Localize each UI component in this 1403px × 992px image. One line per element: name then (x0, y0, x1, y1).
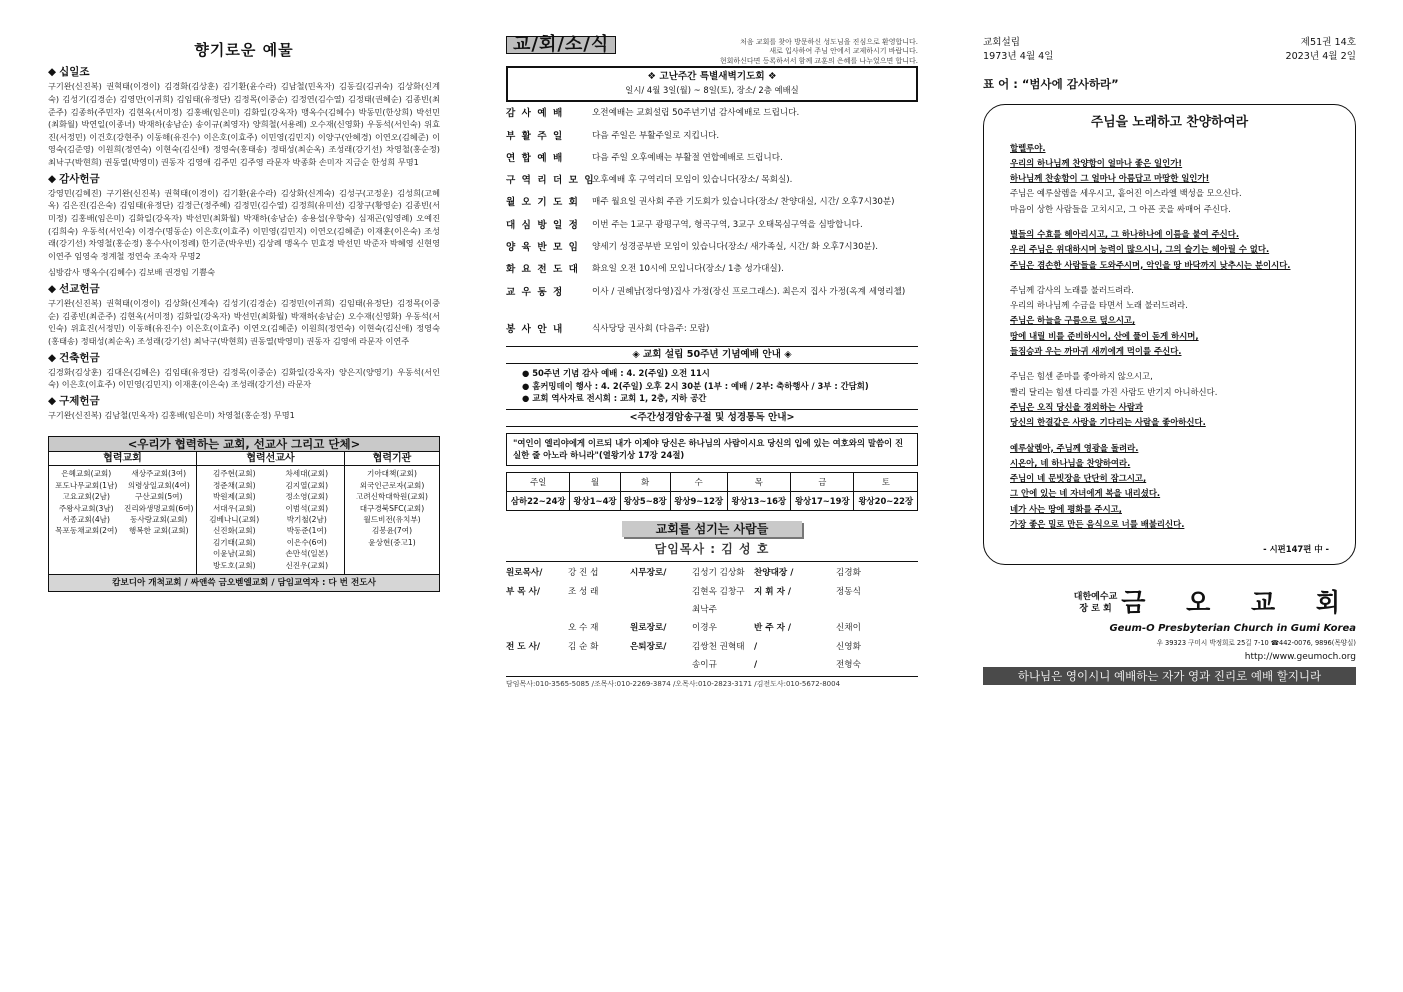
staff-cell: 김쌍천 권혁태 (692, 641, 745, 652)
staff-cell: 전형숙 (836, 659, 861, 670)
news-item-label: 부활주일 (506, 130, 569, 142)
staff-row (506, 656, 918, 674)
church-website-link[interactable]: http://www.geumoch.org (1244, 652, 1356, 663)
news-item-value: 화요일 오전 10시에 모입니다(장소/ 1층 성가대실). (592, 264, 784, 275)
news-item-label: 구역리더모임 (506, 175, 601, 187)
staff-cell: 찬양대장 / (754, 568, 794, 579)
coop-entry: 은혜교회(교회) (61, 469, 112, 479)
news-title: 교/회/소/식 (506, 36, 616, 54)
staff-cell: 김경화 (836, 568, 861, 579)
news-item-label: 봉사안내 (506, 323, 569, 335)
diamond-icon: ◆ (48, 66, 57, 79)
psalm-box (983, 104, 1356, 564)
coop-entry: 대구경북SFC(교회) (359, 503, 425, 513)
reading-day: 화 (620, 472, 670, 491)
welcome-note-line: 현회하신다면 등록하셔서 함께 교훈의 은혜를 나누었으면 합니다. (719, 56, 918, 65)
coop-entry: 김봉윤(7여) (371, 526, 413, 536)
staff-row (506, 564, 918, 582)
reading-chapter: 왕상5~8장 (620, 491, 670, 510)
staff-cell: 조 성 래 (568, 586, 599, 597)
staff-row (506, 583, 918, 620)
news-item-value: 다음 주일 오후예배는 부활절 연합예배로 드립니다. (592, 152, 783, 163)
cooperation-box (48, 436, 440, 592)
offering-section (48, 395, 440, 422)
staff-cell: 은퇴장로/ (630, 641, 667, 652)
coop-entry: 김주현(교회) (212, 469, 256, 479)
news-item (506, 242, 918, 253)
staff-cell: 원로장로/ (630, 623, 667, 634)
offering-section-head (48, 173, 440, 185)
church-english-name: Geum-O Presbyterian Church in Gumi Korea (1109, 622, 1356, 634)
coop-entry: 신진우(교회) (285, 560, 329, 570)
staff-cell: 전 도 사/ (506, 641, 541, 652)
reading-day: 월 (570, 472, 620, 491)
coop-missionaries-list (199, 468, 342, 571)
reading-days-row (507, 472, 918, 491)
offering-section-head (48, 352, 440, 364)
offering-section (48, 352, 440, 391)
founding-label: 교회설립 (983, 37, 1021, 48)
offering-section (48, 66, 440, 168)
offering-section-title: 십일조 (59, 66, 90, 79)
staff-cell: 신영화 (836, 641, 861, 652)
church-name: 금 오 교 회 (1121, 587, 1356, 617)
front-column (983, 36, 1356, 685)
news-item (506, 108, 918, 119)
staff-cell: 김현옥 김창구 최낙주 (692, 586, 745, 615)
reading-day: 금 (791, 472, 854, 491)
psalm-line: 주님은 예루살렘을 세우시고, 흩어진 이스라엘 백성을 모으신다. (1010, 188, 1242, 199)
coop-entry: 고요교회(2남) (62, 492, 110, 502)
coop-entry: 김베나니(교회) (209, 514, 260, 524)
staff-row (506, 638, 918, 656)
anniversary-item: ● 홈커밍데이 행사 : 4. 2(주일) 오후 2시 30분 (1부 : 예배 / 2부: 축하행사 / 3부 : 간담회) (522, 380, 869, 391)
diamond-icon: ◆ (48, 394, 57, 407)
reading-table (506, 472, 918, 511)
psalm-line: 주님은 겸손한 사람들을 도와주시며, 악인을 땅 바닥까지 낮추시는 분이시다. (1010, 259, 1291, 270)
news-item (506, 220, 918, 231)
denomination-line: 장 로 회 (1079, 603, 1112, 614)
news-item-label: 월오기도회 (506, 197, 585, 209)
coop-entry: 구산교회(5여) (135, 492, 183, 502)
news-item (506, 287, 918, 298)
offering-section-title: 선교헌금 (59, 282, 100, 295)
psalm-line: 들짐승과 우는 까마귀 새끼에게 먹이를 주신다. (1010, 346, 1182, 357)
news-item-label: 양육반모임 (506, 242, 585, 253)
coop-entry: 동사랑교회(교회) (130, 514, 188, 524)
coop-entry: 박기철(2남) (286, 514, 327, 524)
diamond-icon: ◆ (48, 282, 57, 295)
psalm-line: 주님이 네 문빗장을 단단히 잠그시고, (1010, 473, 1147, 484)
psalm-line: 하나님께 찬송함이 그 얼마나 아름답고 마땅한 일인가! (1010, 173, 1210, 184)
church-name-block (983, 587, 1356, 617)
staff-cell: 송이규 (692, 659, 717, 670)
coop-entry: 손만석(일본) (285, 549, 329, 559)
dawn-prayer-detail: 일시/ 4월 3일(월) ~ 8일(토), 장소/ 2층 예배실 (625, 85, 799, 96)
welcome-note (616, 36, 918, 66)
offering-names: 구기완(신진복) 권혁태(이경이) 김경화(김상훈) 김기환(윤수라) 김남철(민옥자) 김동길(김귀숙) 김상화(신계숙) 김성기(김경순) 김영만(이귀희) 김임태(유정단) 김정목(이중순) 김정연(김수열) 김정태(권혜순) 김종빈(최준주) 김종하(주민자) 김현옥(서미정) 김홍배(임은미) 김화일(강옥자) 맹옥수(김혜수) 박동민(한상희) 박선민(최화월) 박연일(이종녀) 박재하(송남순) 송이규(최영자) 양희철(서용례) 오수재(신영화) 우동석(서인숙) 위효진(서정민) 이건호(강현주) 이동해(유진수) 이은호(이효주) 이민영(김민지) 이양구(안혜경) 이연오(김혜준) 이영숙(김준영) 이원희(정연숙) 이현숙(김신애) 정영숙(홍태송) 정태성(최순옥) 조성래(강기선) 차영철(홍순정) 최낙구(박현희) 권동열(박영미) 권동자 김영애 김주민 김주영 라문자 박종화 손미자 지금순 한성희 무명1 (48, 81, 440, 167)
coop-entry: 새상주교회(3여) (131, 469, 187, 479)
psalm-line: 마음이 상한 사람들을 고치시고, 그 아픈 곳을 싸매어 주신다. (1010, 203, 1231, 214)
offering-section (48, 173, 440, 263)
coop-entry: 서대우(교회) (212, 503, 256, 513)
psalm-line: 시온아, 네 하나님을 찬양하여라. (1010, 457, 1131, 468)
welcome-note-line: 새로 입사하여 주님 안에서 교제하시기 바랍니다. (769, 47, 918, 56)
founding-date: 1973년 4월 4일 (983, 51, 1054, 62)
staff-cell: / (754, 641, 758, 652)
psalm-line: 빨리 달리는 힘센 다리를 가진 사람도 반기지 아니하신다. (1010, 386, 1218, 397)
staff-cell: 김성기 김상화 (692, 568, 745, 579)
coop-entry: 윤상현(중고1) (368, 537, 416, 547)
senior-pastor: 담임목사 : 김 성 호 (654, 542, 770, 557)
news-item (506, 153, 918, 164)
news-item-value: 이번 주는 1교구 광평구역, 형곡구역, 3교구 오태목심구역을 심방합니다. (592, 219, 863, 230)
coop-entry: 이은수(6여) (286, 537, 327, 547)
reading-chapter: 왕상9~12장 (670, 491, 727, 510)
psalm-stanza (1010, 283, 1329, 359)
staff-cell: 지 휘 자 / (754, 586, 792, 597)
dawn-prayer-title: ❖ 고난주간 특별새벽기도회 ❖ (647, 71, 777, 83)
coop-entry: 차세대(교회) (285, 469, 329, 479)
psalm-line: 우리 주님은 위대하시며 능력이 많으시니, 그의 슬기는 헤아릴 수 없다. (1010, 244, 1270, 255)
news-item-label: 감사예배 (506, 108, 569, 120)
psalm-stanza (1010, 141, 1329, 217)
anniversary-item: ● 50주년 기념 감사 예배 : 4. 2(주일) 오전 11시 (522, 368, 710, 379)
news-item (506, 264, 918, 275)
coop-entry: 박동준(1여) (286, 526, 327, 536)
offering-column (48, 36, 440, 592)
denomination-line: 대한예수교 (1073, 591, 1118, 602)
staff-cell (630, 583, 692, 620)
staff-cell (630, 656, 692, 674)
news-item-label: 화요전도대 (506, 264, 585, 276)
coop-entry: 박원제(교회) (212, 492, 256, 502)
news-item (506, 175, 918, 186)
coop-entry: 이윤남(교회) (212, 549, 256, 559)
psalm-body (1010, 141, 1329, 533)
coop-entry: 정소영(교회) (285, 492, 329, 502)
coop-entry: 고려신학대학원(교회) (356, 492, 428, 502)
bottom-motto: 하나님은 영이시니 예배하는 자가 영과 진리로 예배 할지니라 (983, 667, 1356, 685)
staff-cell: / (754, 659, 758, 670)
reading-chapters-row (507, 491, 918, 510)
offering-section-head (48, 395, 440, 407)
psalm-line: 주님은 힘센 준마를 좋아하지 않으시고, (1010, 371, 1153, 382)
psalm-stanza (1010, 441, 1329, 533)
coop-entry: 포도나무교회(1남) (55, 480, 118, 490)
coop-entry: 의령상일교회(4여) (127, 480, 190, 490)
psalm-line: 우리의 하나님께 수금을 타면서 노래 불러드려라. (1010, 300, 1188, 311)
offering-section-head (48, 66, 440, 78)
staff-cell: 정동식 (836, 586, 861, 597)
welcome-note-line: 처음 교회를 찾아 방문하신 성도님을 진심으로 환영합니다. (740, 38, 918, 46)
cooperation-title: <우리가 협력하는 교회, 선교사 그리고 단체> (49, 437, 439, 452)
news-item-value: 식사당당 권사회 (다음주: 모람) (592, 323, 710, 334)
news-item-value: 양세기 성경공부반 모임이 있습니다(장소/ 새가족실, 시간/ 화 오후7시30분). (592, 242, 878, 252)
staff-row (506, 619, 918, 637)
news-item (506, 131, 918, 142)
psalm-line: 땅에 내릴 비를 준비하시어, 산에 풀이 돋게 하시며, (1010, 330, 1199, 341)
cooperation-footer: 캄보디아 개척교회 / 싸앤쓱 금오벧엘교회 / 담임교역자 : 다 번 전도사 (49, 574, 439, 591)
news-item-value: 다음 주일은 부활주일로 지킵니다. (592, 130, 720, 141)
diamond-icon: ◆ (48, 351, 57, 364)
anniversary-list (506, 364, 918, 406)
psalm-line: 그 안에 있는 네 자녀에게 복을 내리셨다. (1010, 488, 1161, 499)
reading-day: 목 (727, 472, 790, 491)
staff-cell (568, 656, 630, 674)
offering-section-head (48, 283, 440, 295)
coop-entry: 방도호(교회) (212, 560, 256, 570)
coop-entry: 이범석(교회) (285, 503, 329, 513)
news-item-value: 이사 / 권혜남(정다영)집사 가정(장신 프로그래스). 최은지 집사 가정(옥계 세영리첼) (592, 286, 906, 297)
coop-entry: 김지열(교회) (285, 480, 329, 490)
psalm-line: 예루살렘아, 주님께 영광을 돌려라. (1010, 442, 1139, 453)
diamond-icon: ◆ (48, 172, 57, 185)
psalm-line: 가장 좋은 밀로 만든 음식으로 너를 배불리신다. (1010, 519, 1185, 530)
news-list (506, 108, 918, 298)
offering-names: 구기완(신진복) 김남철(민옥자) 김홍배(임은미) 차영철(홍순정) 무명1 (48, 410, 295, 421)
memory-verse: "여인이 엘리야에게 이르되 내가 이제야 당신은 하나님의 사람이시요 당신의 입에 있는 여호와의 말씀이 진실한 줄 아노라 하니라"(열왕기상 17장 24절) (506, 433, 918, 466)
offering-section-title: 구제헌금 (59, 394, 100, 407)
offering-sections (48, 66, 440, 421)
news-item (506, 197, 918, 208)
reading-chapter: 삼하22~24장 (507, 491, 570, 510)
coop-missionaries-head: 협력선교사 (197, 452, 344, 466)
coop-churches-head: 협력교회 (49, 452, 196, 466)
coop-orgs-col (345, 452, 439, 574)
psalm-title: 주님을 노래하고 찬양하여라 (1090, 115, 1249, 131)
issue-info (1285, 36, 1356, 64)
news-item-value: 매주 월요일 권사회 주관 기도회가 있습니다(장소/ 찬양대실, 시간/ 오후7시30분) (592, 197, 895, 208)
people-title: 교회를 섬기는 사람들 (622, 521, 802, 537)
staff-phones: 담임목사:010-3565-5085 /조목사:010-2269-3874 /오목사:010-2823-3171 /김전도사:010-5672-8004 (506, 680, 841, 689)
psalm-line: 우리의 하나님께 찬양함이 얼마나 좋은 일인가! (1010, 157, 1183, 168)
psalm-line: 주님은 오직 당신을 경외하는 사람과 (1010, 401, 1144, 412)
staff-cell: 이경우 (692, 623, 717, 634)
news-item-serve (506, 324, 918, 335)
reading-day: 주일 (507, 472, 570, 491)
coop-entry: 김기태(교회) (212, 537, 256, 547)
anniversary-title: ◈ 교회 설립 50주년 기념예배 안내 ◈ (506, 346, 918, 364)
denomination (1074, 591, 1117, 615)
anniversary-item: ● 교회 역사자료 전시회 : 교회 1, 2층, 지하 공간 (522, 393, 707, 404)
news-item-label: 교우동정 (506, 286, 569, 298)
staff-cell: 오 수 재 (568, 623, 599, 634)
church-motto-theme: 표 어 : “범사에 감사하라” (983, 77, 1119, 91)
offering-section (48, 266, 440, 279)
news-item-label: 연합예배 (506, 152, 569, 164)
dawn-prayer-box (506, 66, 918, 102)
reading-title: <주간성경암송구절 및 성경통독 안내> (506, 409, 918, 427)
reading-day: 토 (854, 472, 918, 491)
staff-cell (506, 656, 568, 674)
coop-churches-col (49, 452, 197, 574)
coop-entry: 주왕사교회(3남) (58, 503, 114, 513)
coop-entry: 신진화(교회) (212, 526, 256, 536)
news-column (506, 36, 918, 690)
psalm-line: 네가 사는 땅에 평화를 주시고, (1010, 503, 1122, 514)
coop-entry: 서종교회(4남) (62, 514, 110, 524)
coop-missionaries-col (197, 452, 345, 574)
coop-entry: 외국인근로자(교회) (359, 480, 425, 490)
staff-cell: 원로목사/ (506, 568, 543, 579)
coop-entry: 목포동채교회(2여) (55, 526, 118, 536)
offering-section (48, 283, 440, 348)
psalm-line: 당신의 한결같은 사랑을 기다리는 사람을 좋아하신다. (1010, 417, 1206, 428)
reading-chapter: 왕상1~4장 (570, 491, 620, 510)
reading-chapter: 왕상13~16장 (727, 491, 790, 510)
news-item-value: 오후예배 후 구역리더 모임이 있습니다(장소/ 목회실). (592, 175, 793, 186)
staff-cell: 강 진 섭 (568, 568, 599, 579)
psalm-stanza (1010, 369, 1329, 430)
founding-info (983, 36, 1054, 64)
staff-cell: 김 순 화 (568, 641, 599, 652)
staff-cell: 반 주 자 / (754, 623, 792, 634)
coop-churches-list (51, 468, 194, 536)
coop-entry: 월드비전(유치부) (363, 514, 421, 524)
issue-date: 2023년 4월 2일 (1285, 51, 1356, 62)
offering-names: 강영민(김혜진) 구기완(신진복) 권혁태(이경이) 김기환(윤수라) 김상화(신계숙) 김성구(고정운) 김성희(고혜옥) 김은진(김은숙) 김임태(유정단) 김정근(정주혜) 김정민(김수열) 김정희(유미선) 김창구(황영순) 김종빈(서미정) 김홍배(임은미) 김화일(강옥자) 박선민(최화월) 박재하(송남순) 송용섭(우향숙) 심재곤(임영례) 오예진(김희숙) 우동석(서인숙) 이경수(명동순) 이은호(이효주) 이민영(김민지) 이연오(김혜준) 이재훈(이은숙) 조성래(강기선) 차영철(홍순정) 홍수사(이정례) 한기준(박우빈) 김상례 맹옥수 민효경 박선민 박준자 박혜영 신현영 이연주 임영숙 정계철 정연숙 조숙자 무명2 (48, 187, 440, 261)
reading-chapter: 왕상20~22장 (854, 491, 918, 510)
psalm-reference: - 시편147편 中 - (1263, 544, 1329, 555)
staff-cell: 부 목 사/ (506, 586, 541, 597)
news-item-label: 대심방일정 (506, 219, 585, 231)
reading-chapter: 왕상17~19장 (791, 491, 854, 510)
coop-orgs-list (347, 468, 437, 548)
coop-entry: 정준채(교회) (212, 480, 256, 490)
psalm-line: 주님은 하늘을 구름으로 덮으시고, (1010, 315, 1136, 326)
coop-orgs-head: 협력기관 (345, 452, 439, 466)
reading-day: 수 (670, 472, 727, 491)
staff-table (506, 561, 918, 677)
staff-cell: 신채이 (836, 623, 861, 634)
offering-section-title: 감사헌금 (59, 172, 100, 185)
issue-header (983, 36, 1356, 64)
coop-entry: 진리와생명교회(6여) (124, 503, 194, 513)
offering-title: 향기로운 예물 (194, 41, 294, 59)
offering-names: 김경화(김상훈) 김대은(김혜은) 김임태(유정단) 김정목(이중순) 김화일(강옥자) 양은지(양영기) 우동석(서인숙) 이은호(이효주) 이민영(김민지) 이재훈(이은숙) 조성래(강기선) 라문자 (48, 366, 440, 390)
cooperation-body (49, 452, 439, 574)
staff-cell (506, 619, 568, 637)
staff-cell: 시무장로/ (630, 568, 667, 579)
psalm-line: 주님께 감사의 노래를 불러드려라. (1010, 284, 1134, 295)
offering-names: 구기완(신진복) 권혁태(이경이) 김상화(신계숙) 김성기(김경순) 김정민(이귀희) 김임태(유정단) 김정목(이중순) 김종빈(최준주) 김현옥(서미정) 김화일(강옥자) 박선민(최화월) 박재하(송남순) 오수재(신영화) 우동석(서인숙) 위효진(서정민) 이동해(유진수) 이은호(이효주) 이연오(김혜준) 이원희(정연숙) 이현숙(김신애) 정영숙(홍태송) 정태성(최순옥) 조성래(강기선) 최낙구(박현희) 권동열(박영미) 권동자 김영애 라문자 이연주 (48, 298, 440, 346)
coop-entry: 기아대책(교회) (367, 469, 417, 479)
coop-entry: 행복한 교회(교회) (128, 526, 189, 536)
issue-number: 제51권 14호 (1300, 37, 1356, 48)
psalm-line: 별들의 수효를 헤아리시고, 그 하나하나에 이름을 붙여 주신다. (1010, 228, 1240, 239)
offering-section-title: 건축헌금 (59, 351, 100, 364)
church-address: 우 39323 구미시 박정희로 25길 7-10 ☎442-0076, 9896(목양실) (1156, 638, 1356, 647)
news-header (506, 36, 918, 66)
psalm-line: 할렐루야. (1010, 142, 1046, 153)
psalm-stanza (1010, 227, 1329, 273)
offering-names: 심방감사 맹옥수(김혜수) 김보배 권경임 기쁨숙 (48, 267, 216, 278)
news-item-value: 오전예배는 교회설립 50주년기념 감사예배로 드립니다. (592, 108, 800, 119)
